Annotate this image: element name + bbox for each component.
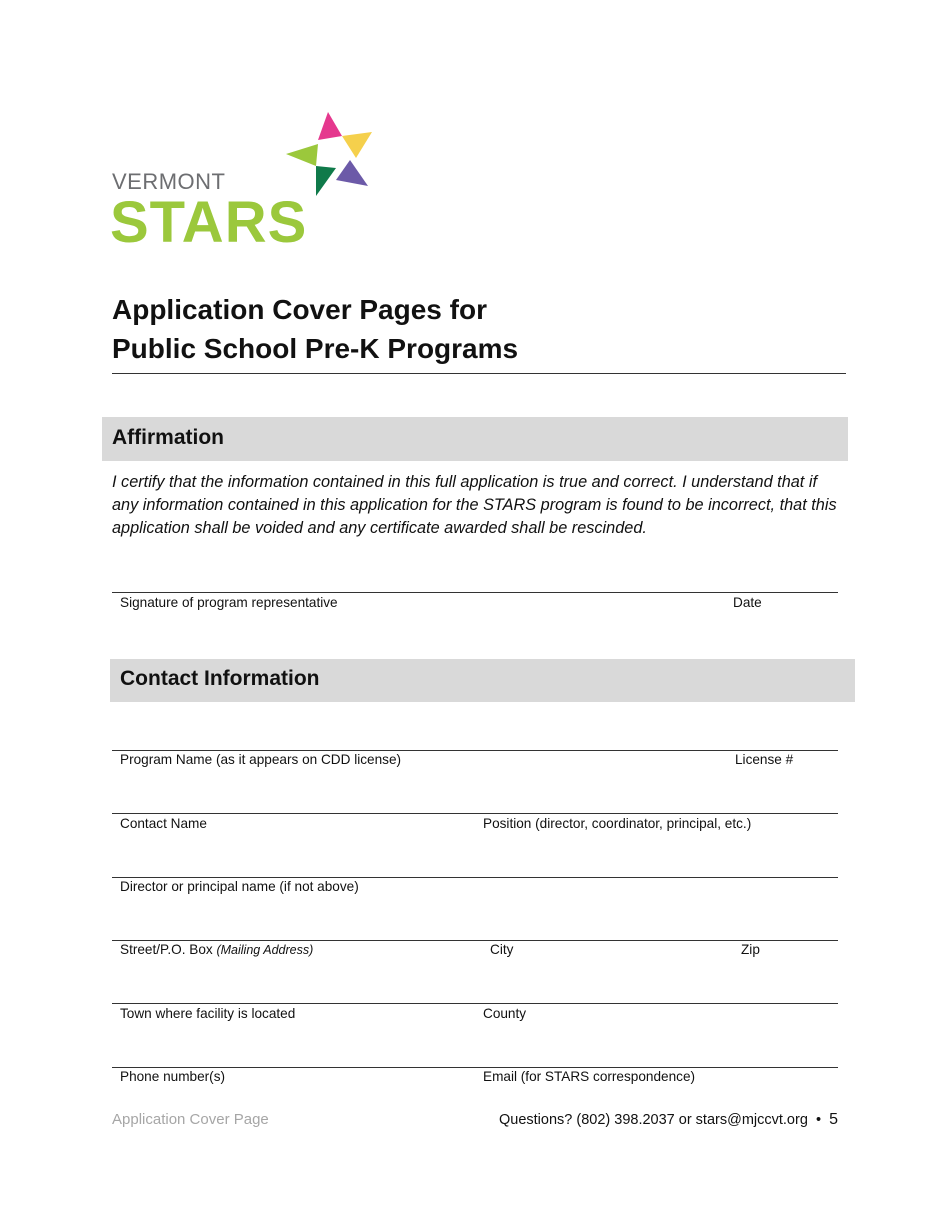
county-label: County — [483, 1006, 527, 1021]
position-label: Position (director, coordinator, principal, etc.) — [483, 816, 752, 831]
street-field-line[interactable] — [112, 940, 838, 941]
footer-contact — [499, 1111, 838, 1129]
affirmation-statement: I certify that the information contained in this full application is true and correct. I understand that if any information contained in this application for the STARS program is found to be incorrect, that this application shall be voided and any certificate awarded shall be rescinded. — [112, 473, 837, 537]
contact-name-label: Contact Name — [120, 816, 207, 831]
logo-vermont-text: VERMONT — [112, 169, 226, 194]
page-title-line-1: Application Cover Pages for — [112, 294, 487, 325]
logo-star-yellow-triangle — [342, 132, 372, 158]
program-name-field-line[interactable] — [112, 750, 838, 751]
footer-separator: • — [815, 1112, 822, 1128]
director-field-line[interactable] — [112, 877, 838, 878]
signature-label: Signature of program representative — [120, 595, 338, 610]
town-field-line[interactable] — [112, 1003, 838, 1004]
contact-name-field-line[interactable] — [112, 813, 838, 814]
logo-star-lime-triangle — [286, 144, 318, 166]
contact-section-header — [110, 659, 855, 702]
page-title-line-2: Public School Pre-K Programs — [112, 333, 519, 364]
footer-questions: Questions? (802) 398.2037 or stars@mjccvt.org — [499, 1112, 808, 1128]
email-label: Email (for STARS correspondence) — [483, 1069, 696, 1084]
city-label: City — [490, 942, 514, 957]
logo-star-purple-triangle — [336, 160, 368, 186]
license-label: License # — [735, 752, 794, 767]
page-title — [112, 290, 518, 368]
affirmation-section-header — [102, 417, 848, 461]
street-note: (Mailing Address) — [216, 943, 314, 957]
zip-label: Zip — [741, 942, 760, 957]
signature-field-line[interactable] — [112, 592, 838, 593]
phone-label: Phone number(s) — [120, 1069, 226, 1084]
date-label: Date — [733, 595, 762, 610]
logo-star-darkgreen-triangle — [316, 166, 336, 196]
director-label: Director or principal name (if not above) — [120, 879, 359, 894]
street-label: Street/P.O. Box (Mailing Address) — [120, 942, 314, 957]
program-name-label: Program Name (as it appears on CDD license) — [120, 752, 402, 767]
contact-heading: Contact Information — [120, 667, 320, 690]
page-number: 5 — [829, 1111, 838, 1128]
footer-document-title: Application Cover Page — [112, 1111, 269, 1128]
affirmation-heading: Affirmation — [112, 426, 224, 449]
phone-field-line[interactable] — [112, 1067, 838, 1068]
town-label: Town where facility is located — [120, 1006, 296, 1021]
logo-star-pink-triangle — [318, 112, 342, 140]
title-divider — [112, 373, 846, 374]
vermont-stars-logo — [110, 108, 375, 248]
logo-stars-text: STARS — [110, 190, 308, 248]
